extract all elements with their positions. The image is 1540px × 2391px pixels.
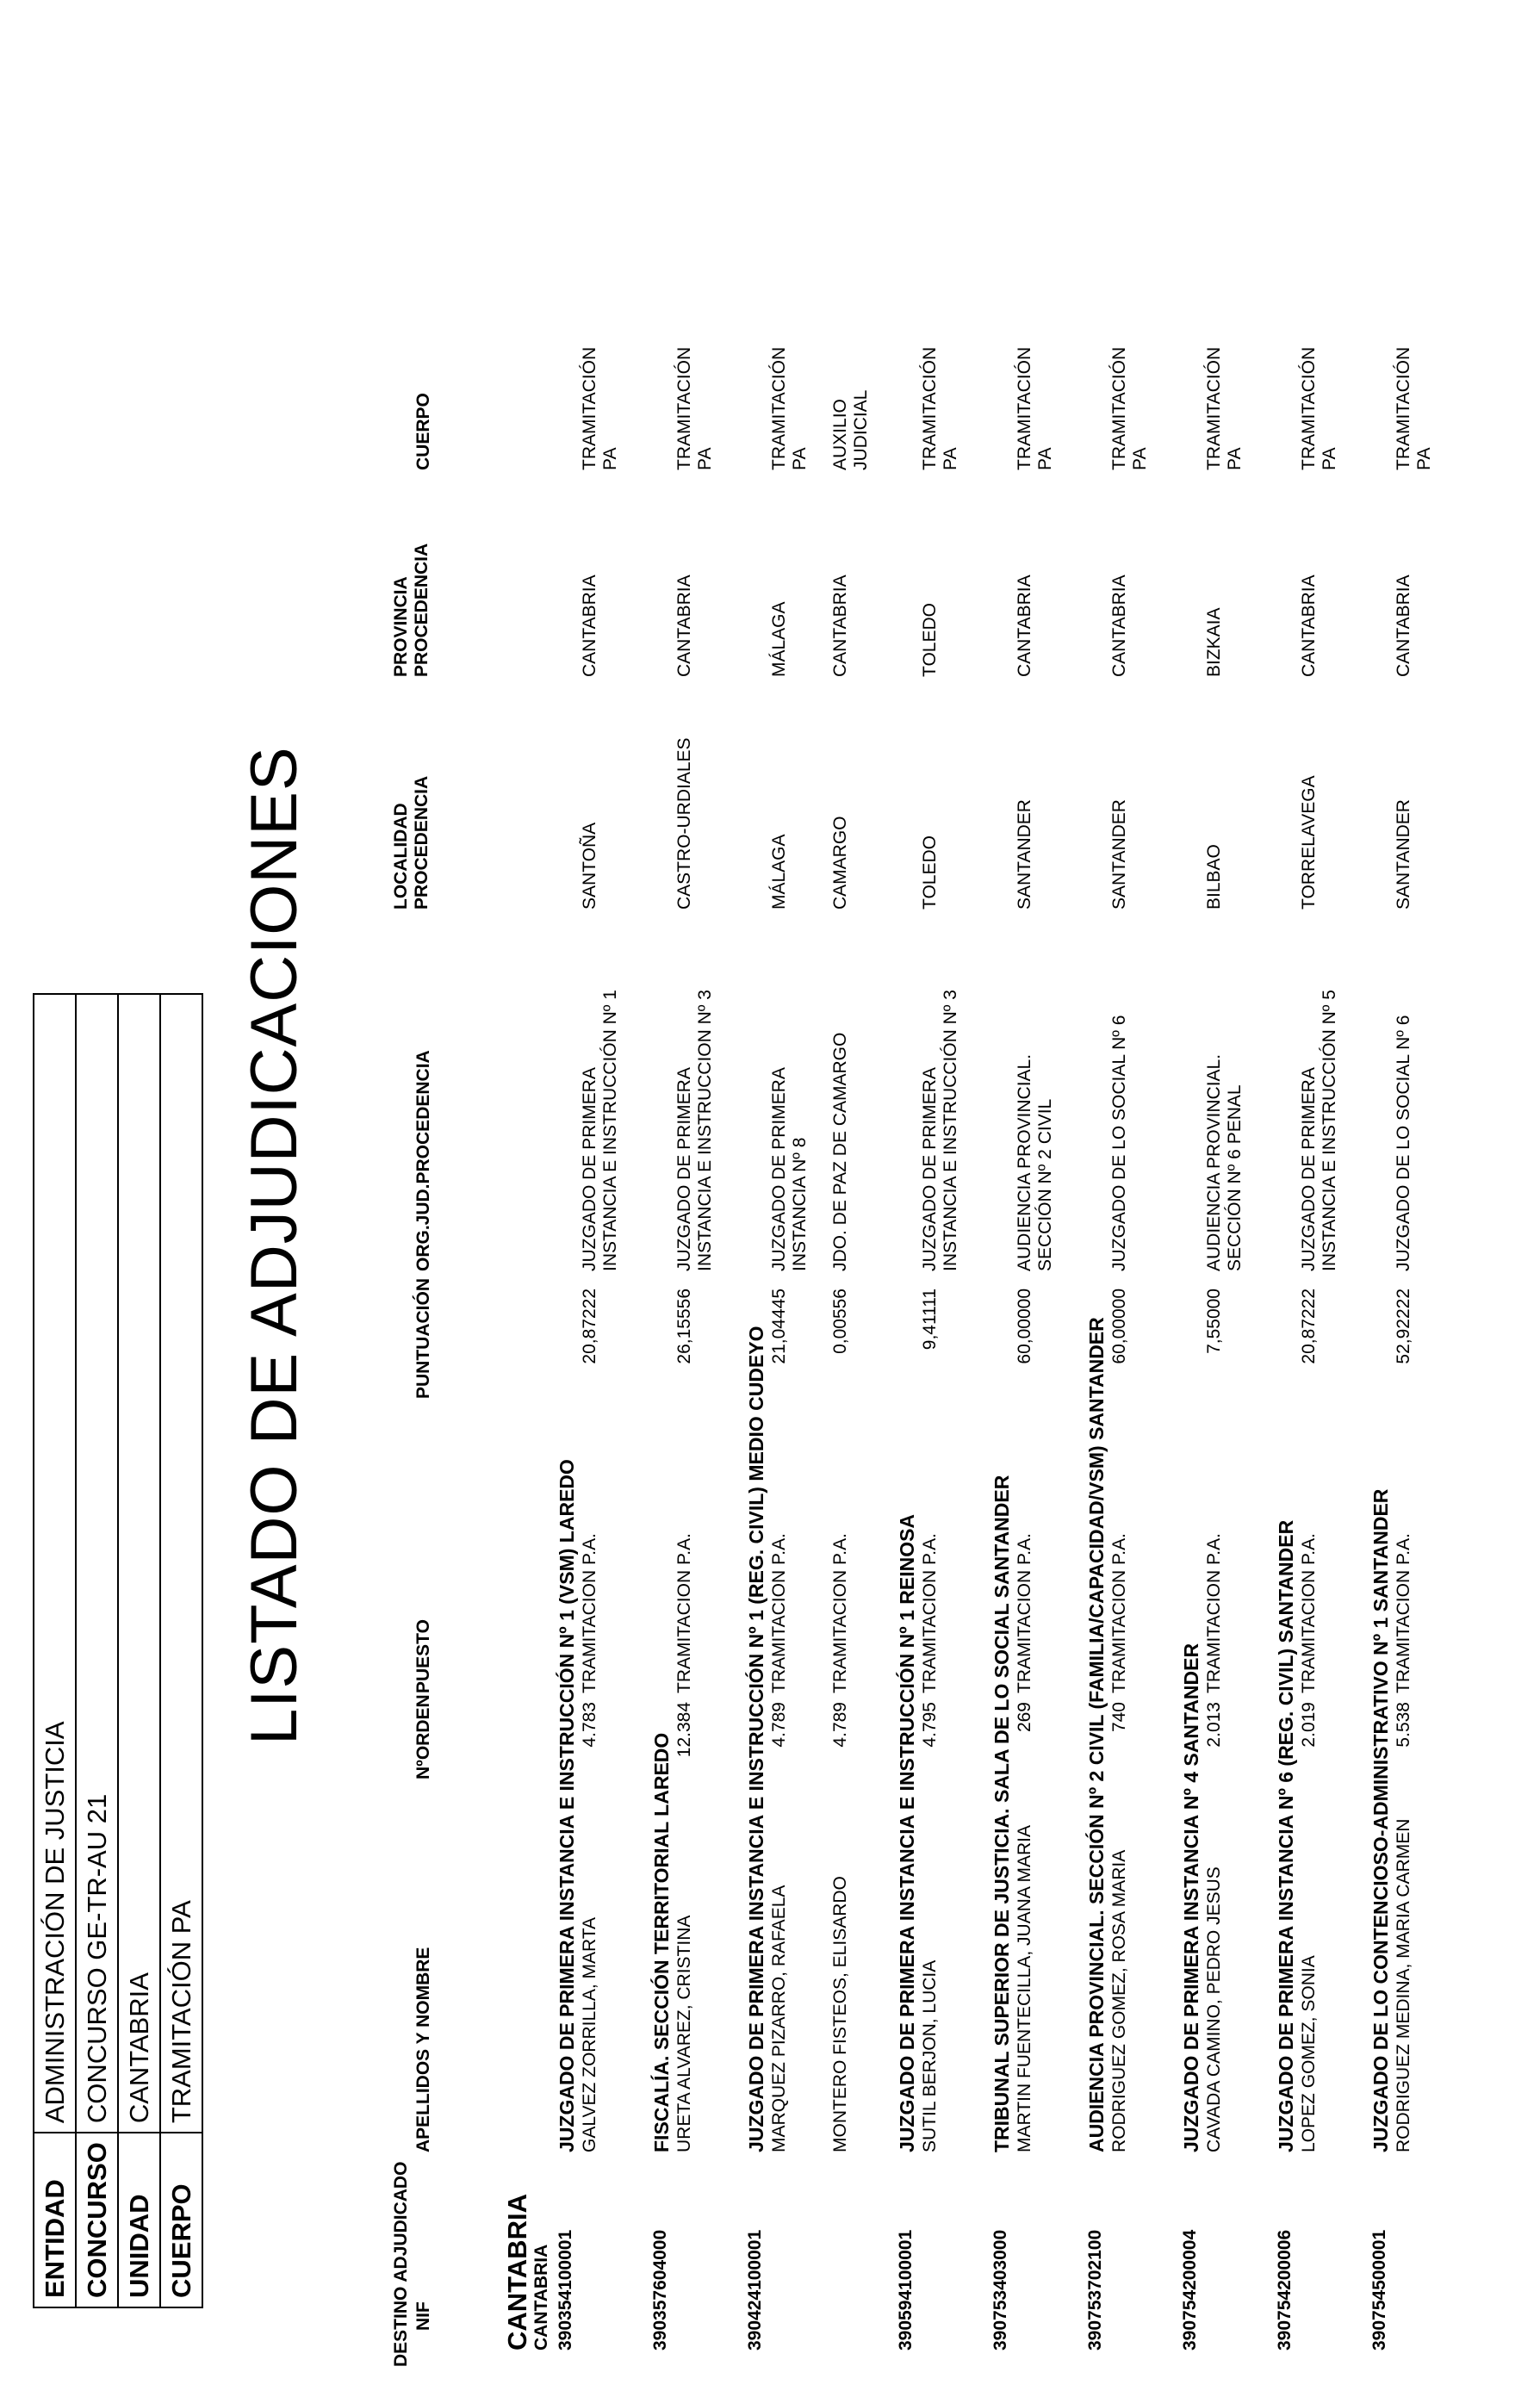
provincia: CANTABRIA (580, 574, 599, 677)
destino-name: JUZGADO DE PRIMERA INSTANCIA E INSTRUCCIÓN Nº 1 (VSM) LAREDO (556, 1459, 578, 2152)
list-item (990, 0, 1085, 2391)
cuerpo-line-1: TRAMITACIÓN (769, 346, 789, 470)
org-line-1: AUDIENCIA PROVINCIAL. (1015, 1053, 1034, 1271)
destino-name: JUZGADO DE LO CONTENCIOSO-ADMINISTRATIVO Nº 1 SANTANDER (1369, 1488, 1392, 2152)
provincia: CANTABRIA (674, 574, 694, 677)
header-puesto: PUESTO (413, 1619, 433, 1693)
cuerpo-line-2: PA (1225, 447, 1245, 470)
cuerpo-line-2: PA (941, 447, 960, 470)
cuerpo-line-2: PA (1130, 447, 1150, 470)
localidad: CAMARGO (830, 816, 850, 910)
info-label: ENTIDAD (34, 2133, 76, 2307)
destino-name: JUZGADO DE PRIMERA INSTANCIA Nº 4 SANTANDER (1180, 1643, 1202, 2152)
destino-code: 390753702100 (1085, 2229, 1105, 2351)
puesto: TRAMITACION P.A. (1015, 1533, 1034, 1693)
org-procedencia (580, 990, 621, 1271)
cuerpo-line-1: AUXILIO (830, 399, 850, 470)
person-name: GALVEZ ZORRILLA, MARTA (580, 1916, 599, 2152)
region-heading: CANTABRIA (502, 2194, 532, 2351)
cuerpo-line-1: TRAMITACIÓN (1015, 346, 1034, 470)
list-item (896, 0, 990, 2391)
localidad: SANTANDER (1015, 799, 1034, 910)
cuerpo (830, 390, 872, 470)
orden-number: 2.019 (1299, 1702, 1319, 1748)
cuerpo-line-2: PA (790, 447, 810, 470)
list-item (745, 0, 900, 2391)
cuerpo (1015, 347, 1056, 470)
org-procedencia (1204, 1054, 1245, 1271)
puntuacion: 9,41111 (920, 1289, 940, 1351)
info-value: TRAMITACIÓN PA (160, 994, 202, 2133)
puesto: TRAMITACION P.A. (830, 1533, 850, 1693)
org-procedencia (1109, 1015, 1130, 1271)
cuerpo (1394, 347, 1435, 470)
puesto: TRAMITACION P.A. (674, 1533, 694, 1693)
destino-code: 390594100001 (896, 2229, 916, 2351)
org-line-2: INSTANCIA E INSTRUCCION Nº 3 (695, 990, 715, 1271)
puntuacion: 60,00000 (1015, 1289, 1034, 1364)
header-localidad-2: PROCEDENCIA (412, 775, 432, 910)
list-item (556, 0, 650, 2391)
cuerpo-line-1: TRAMITACIÓN (1204, 346, 1224, 470)
cuerpo-line-2: PA (1035, 447, 1055, 470)
localidad: MÁLAGA (769, 834, 789, 910)
destino-code: 390754500001 (1369, 2229, 1389, 2351)
cuerpo-line-1: TRAMITACIÓN (674, 346, 694, 470)
header-puntuacion: PUNTUACIÓN (413, 1278, 433, 1399)
org-line-1: JUZGADO DE LO SOCIAL Nº 6 (1109, 1015, 1129, 1271)
org-line-1: JUZGADO DE PRIMERA (580, 1067, 599, 1271)
header-cuerpo: CUERPO (413, 393, 433, 470)
puntuacion: 26,15556 (674, 1289, 694, 1364)
localidad: BILBAO (1204, 844, 1224, 910)
header-localidad: LOCALIDAD (391, 803, 411, 910)
cuerpo (1109, 347, 1151, 470)
org-procedencia (1299, 990, 1340, 1271)
person-name: RODRIGUEZ GOMEZ, ROSA MARIA (1109, 1849, 1129, 2152)
page-title: LISTADO DE ADJUDICACIONES (238, 746, 311, 1745)
org-line-2: SECCIÓN Nº 6 PENAL (1225, 1084, 1245, 1271)
header-provincia: PROVINCIA (391, 576, 411, 677)
org-line-2: INSTANCIA E INSTRUCCIÓN Nº 1 (600, 990, 620, 1271)
info-box (33, 993, 203, 2308)
person-name: RODRIGUEZ MEDINA, MARIA CARMEN (1394, 1818, 1413, 2152)
header-provincia-2: PROCEDENCIA (412, 543, 432, 677)
cuerpo (1299, 347, 1340, 470)
orden-number: 5.538 (1394, 1702, 1413, 1748)
orden-number: 2.013 (1204, 1702, 1224, 1748)
org-line-1: JUZGADO DE LO SOCIAL Nº 6 (1394, 1015, 1413, 1271)
puesto: TRAMITACION P.A. (1109, 1533, 1129, 1693)
orden-number: 4.795 (920, 1702, 940, 1748)
list-item (1275, 0, 1369, 2391)
info-label: UNIDAD (118, 2133, 160, 2307)
org-line-2: SECCIÓN Nº 2 CIVIL (1035, 1098, 1055, 1271)
org-procedencia (920, 990, 961, 1271)
localidad: SANTANDER (1394, 799, 1413, 910)
person-name: MONTERO FISTEOS, ELISARDO (830, 1876, 850, 2152)
puntuacion: 21,04445 (769, 1289, 789, 1364)
puntuacion: 52,92222 (1394, 1289, 1413, 1364)
destino-code: 390754200004 (1180, 2229, 1200, 2351)
cuerpo-line-1: TRAMITACIÓN (1394, 346, 1413, 470)
orden-number: 12.384 (674, 1702, 694, 1758)
cuerpo-line-1: TRAMITACIÓN (580, 346, 599, 470)
subregion-heading: CANTABRIA (531, 2244, 551, 2351)
info-value: CONCURSO GE-TR-AU 21 (76, 994, 118, 2133)
cuerpo-line-2: PA (695, 447, 715, 470)
puntuacion: 20,87222 (580, 1289, 599, 1364)
org-procedencia (1015, 1054, 1056, 1271)
puesto: TRAMITACION P.A. (1394, 1533, 1413, 1693)
org-line-2: INSTANCIA Nº 8 (790, 1137, 810, 1271)
provincia: CANTABRIA (1394, 574, 1413, 677)
puesto: TRAMITACION P.A. (769, 1533, 789, 1693)
person-name: MARQUEZ PIZARRO, RAFAELA (769, 1885, 789, 2152)
cuerpo (674, 347, 716, 470)
orden-number: 269 (1015, 1702, 1034, 1733)
info-label: CONCURSO (76, 2133, 118, 2307)
localidad: TORRELAVEGA (1299, 775, 1319, 910)
cuerpo-line-2: PA (600, 447, 620, 470)
org-line-1: JUZGADO DE PRIMERA (920, 1067, 940, 1271)
cuerpo (769, 347, 810, 470)
destino-code: 390753403000 (990, 2229, 1010, 2351)
provincia: CANTABRIA (1015, 574, 1034, 677)
destino-name: JUZGADO DE PRIMERA INSTANCIA E INSTRUCCIÓN Nº 1 (REG. CIVIL) MEDIO CUDEYO (745, 1326, 767, 2152)
list-item (1369, 0, 1464, 2391)
cuerpo (1204, 347, 1245, 470)
destino-name: TRIBUNAL SUPERIOR DE JUSTICIA. SALA DE LO SOCIAL SANTANDER (990, 1475, 1013, 2152)
person-name: SUTIL BERJON, LUCIA (920, 1959, 940, 2152)
info-row-entidad (34, 994, 76, 2307)
destino-name: JUZGADO DE PRIMERA INSTANCIA E INSTRUCCIÓN Nº 1 REINOSA (896, 1513, 918, 2152)
puntuacion: 60,00000 (1109, 1289, 1129, 1364)
orden-number: 4.783 (580, 1702, 599, 1748)
list-item (1180, 0, 1275, 2391)
destino-name: AUDIENCIA PROVINCIAL. SECCIÓN Nº 2 CIVIL (FAMILIA/CAPACIDAD/VSM) SANTANDER (1085, 1317, 1108, 2152)
info-row-cuerpo (160, 994, 202, 2307)
provincia: BIZKAIA (1204, 607, 1224, 677)
puntuacion: 0,00556 (830, 1289, 850, 1354)
person-name: URETA ALVAREZ, CRISTINA (674, 1915, 694, 2152)
org-line-2: INSTANCIA E INSTRUCCIÓN Nº 3 (941, 990, 960, 1271)
cuerpo (580, 347, 621, 470)
destino-code: 390754200006 (1275, 2229, 1295, 2351)
puntuacion: 7,55000 (1204, 1289, 1224, 1354)
list-item (650, 0, 745, 2391)
puntuacion: 20,87222 (1299, 1289, 1319, 1364)
info-value: CANTABRIA (118, 994, 160, 2133)
org-procedencia: JDO. DE PAZ DE CAMARGO (830, 1032, 850, 1271)
cuerpo-line-2: JUDICIAL (851, 389, 871, 470)
localidad: TOLEDO (920, 835, 940, 910)
orden-number: 4.789 (830, 1702, 850, 1748)
org-line-2: INSTANCIA E INSTRUCCIÓN Nº 5 (1320, 990, 1339, 1271)
person-name: MARTIN FUENTECILLA, JUANA MARIA (1015, 1824, 1034, 2152)
localidad: SANTOÑA (580, 822, 599, 910)
info-value: ADMINISTRACIÓN DE JUSTICIA (34, 994, 76, 2133)
org-procedencia (769, 1067, 810, 1271)
destino-code: 390424100001 (745, 2229, 765, 2351)
cuerpo (920, 347, 961, 470)
header-nombre: APELLIDOS Y NOMBRE (413, 1947, 433, 2152)
cuerpo-line-1: TRAMITACIÓN (1109, 346, 1129, 470)
cuerpo-line-2: PA (1320, 447, 1339, 470)
provincia: CANTABRIA (1299, 574, 1319, 677)
cuerpo-line-2: PA (1414, 447, 1434, 470)
destino-name: JUZGADO DE PRIMERA INSTANCIA Nº 6 (REG. CIVIL) SANTANDER (1275, 1519, 1297, 2152)
localidad: CASTRO-URDIALES (674, 737, 694, 910)
header-orden: NºORDEN (413, 1694, 433, 1779)
puesto: TRAMITACION P.A. (1204, 1533, 1224, 1693)
header-nif: NIF (413, 2301, 433, 2331)
orden-number: 4.789 (769, 1702, 789, 1748)
puesto: TRAMITACION P.A. (1299, 1533, 1319, 1693)
org-line-1: JUZGADO DE PRIMERA (674, 1067, 694, 1271)
list-item (1085, 0, 1180, 2391)
cuerpo-line-1: TRAMITACIÓN (920, 346, 940, 470)
provincia: MÁLAGA (769, 601, 789, 677)
org-procedencia (674, 990, 716, 1271)
info-label: CUERPO (160, 2133, 202, 2307)
org-line-1: JUZGADO DE PRIMERA (769, 1067, 789, 1271)
provincia: CANTABRIA (1109, 574, 1129, 677)
info-row-concurso (76, 994, 118, 2307)
cuerpo-line-1: TRAMITACIÓN (1299, 346, 1319, 470)
header-destino: DESTINO ADJUDICADO (391, 2161, 411, 2367)
org-line-1: AUDIENCIA PROVINCIAL. (1204, 1053, 1224, 1271)
org-procedencia (1394, 1015, 1414, 1271)
destino-code: 390357604000 (650, 2229, 670, 2351)
destino-code: 390354100001 (556, 2229, 575, 2351)
info-row-unidad (118, 994, 160, 2307)
destino-name: FISCALÍA. SECCIÓN TERRITORIAL LAREDO (650, 1732, 673, 2152)
header-org: ORG.JUD.PROCEDENCIA (413, 1050, 433, 1271)
provincia: TOLEDO (920, 603, 940, 677)
org-line-1: JUZGADO DE PRIMERA (1299, 1067, 1319, 1271)
person-name: CAVADA CAMINO, PEDRO JESUS (1204, 1866, 1224, 2152)
localidad: SANTANDER (1109, 799, 1129, 910)
puesto: TRAMITACION P.A. (580, 1533, 599, 1693)
puesto: TRAMITACION P.A. (920, 1533, 940, 1693)
person-name: LOPEZ GOMEZ, SONIA (1299, 1955, 1319, 2152)
provincia: CANTABRIA (830, 574, 850, 677)
orden-number: 740 (1109, 1702, 1129, 1733)
